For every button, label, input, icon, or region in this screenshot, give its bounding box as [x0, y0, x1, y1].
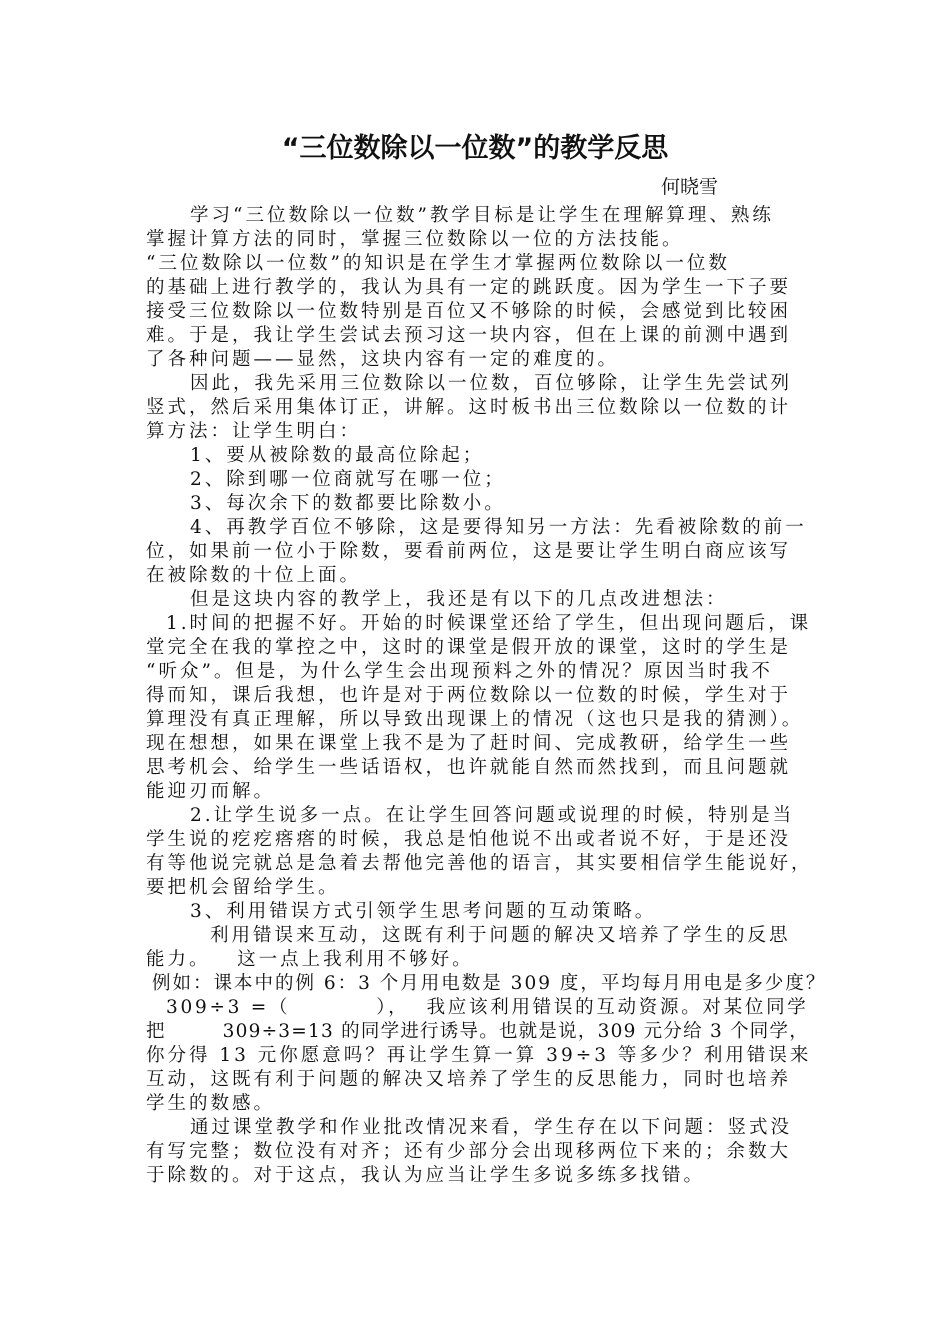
body-line: “三位数除以一位数”的知识是在学生才掌握两位数除以一位数 [146, 253, 730, 274]
body-line: 于除数的。对于这点，我认为应当让学生多说多练多找错。 [146, 1165, 706, 1186]
body-line: 难。于是，我让学生尝试去预习这一块内容，但在上课的前测中遇到 [146, 325, 792, 346]
body-line: 把 309÷3=13 的同学进行诱导。也就是说，309 元分给 3 个同学， [146, 1021, 809, 1042]
body-line: 得而知，课后我想，也许是对于两位数除以一位数的时候，学生对于 [146, 685, 792, 706]
body-line: 的基础上进行教学的，我认为具有一定的跳跃度。因为学生一下子要 [146, 277, 792, 298]
body-line: 通过课堂教学和作业批改情况来看，学生存在以下问题：竖式没 [190, 1117, 793, 1138]
body-line: 学习“三位数除以一位数”教学目标是让学生在理解算理、熟练 [190, 205, 774, 226]
body-line: 你分得 13 元你愿意吗？再让学生算一算 39÷3 等多少？利用错误来 [146, 1045, 812, 1066]
body-line: 思考机会、给学生一些话语权，也许就能自然而然找到，而且问题就 [146, 757, 792, 778]
document-title: “三位数除以一位数”的教学反思 [281, 133, 669, 164]
body-line: 掌握计算方法的同时，掌握三位数除以一位的方法技能。 [146, 229, 684, 250]
body-line: 位，如果前一位小于除数，要看前两位，这是要让学生明白商应该写 [146, 541, 792, 562]
body-line: 现在想想，如果在课堂上我不是为了赶时间、完成教研，给学生一些 [146, 733, 792, 754]
body-line: 有写完整；数位没有对齐；还有少部分会出现移两位下来的；余数大 [146, 1141, 792, 1162]
body-line: “听众”。但是，为什么学生会出现预料之外的情况？原因当时我不 [146, 661, 773, 682]
author-name: 何晓雪 [661, 176, 719, 198]
body-line: 学生说的疙疙瘩瘩的时候，我总是怕他说不出或者说不好，于是还没 [146, 829, 792, 850]
body-line: 学生的数感。 [146, 1093, 276, 1114]
body-line: 2.让学生说多一点。在让学生回答问题或说理的时候，特别是当 [190, 805, 795, 826]
body-line: 利用错误来互动，这既有利于问题的解决又培养了学生的反思 [210, 925, 791, 946]
body-line: 但是这块内容的教学上，我还是有以下的几点改进想法： [190, 589, 728, 610]
list-item: 2、除到哪一位商就写在哪一位； [190, 469, 506, 490]
body-line: 有等他说完就总是急着去帮他完善他的语言，其实要相信学生能说好， [146, 853, 813, 874]
body-line: 在被除数的十位上面。 [146, 565, 362, 586]
body-line: 能迎刃而解。 [146, 781, 276, 802]
body-line: 堂完全在我的掌控之中，这时的课堂是假开放的课堂，这时的学生是 [146, 637, 792, 658]
body-line: 例如：课本中的例 6：3 个月用电数是 309 度，平均每月用电是多少度？ [152, 973, 827, 994]
body-line: 竖式，然后采用集体订正，讲解。这时板书出三位数除以一位数的计 [146, 397, 792, 418]
body-line: 了各种问题——显然，这块内容有一定的难度的。 [146, 349, 620, 370]
body-line: 3、利用错误方式引领学生思考问题的互动策略。 [190, 901, 657, 922]
body-line: 1.时间的把握不好。开始的时候课堂还给了学生，但出现问题后，课 [166, 613, 812, 634]
list-item: 1、要从被除数的最高位除起； [190, 445, 485, 466]
body-line: 能力。 这一点上我利用不够好。 [146, 949, 474, 970]
body-line: 互动，这既有利于问题的解决又培养了学生的反思能力，同时也培养 [146, 1069, 792, 1090]
body-line: 接受三位数除以一位数特别是百位又不够除的时候，会感觉到比较困 [146, 301, 792, 322]
body-line: 4、再教学百位不够除，这是要得知另一方法：先看被除数的前一 [190, 517, 807, 538]
body-line: 算方法：让学生明白： [146, 421, 362, 442]
body-line: 要把机会留给学生。 [146, 877, 340, 898]
list-item: 3、每次余下的数都要比除数小。 [190, 493, 506, 514]
body-line: 算理没有真正理解，所以导致出现课上的情况（这也只是我的猜测）。 [146, 709, 804, 730]
body-line: 309÷3 =（ ）， 我应该利用错误的互动资源。对某位同学 [166, 997, 809, 1018]
body-line: 因此，我先采用三位数除以一位数，百位够除，让学生先尝试列 [190, 373, 793, 394]
